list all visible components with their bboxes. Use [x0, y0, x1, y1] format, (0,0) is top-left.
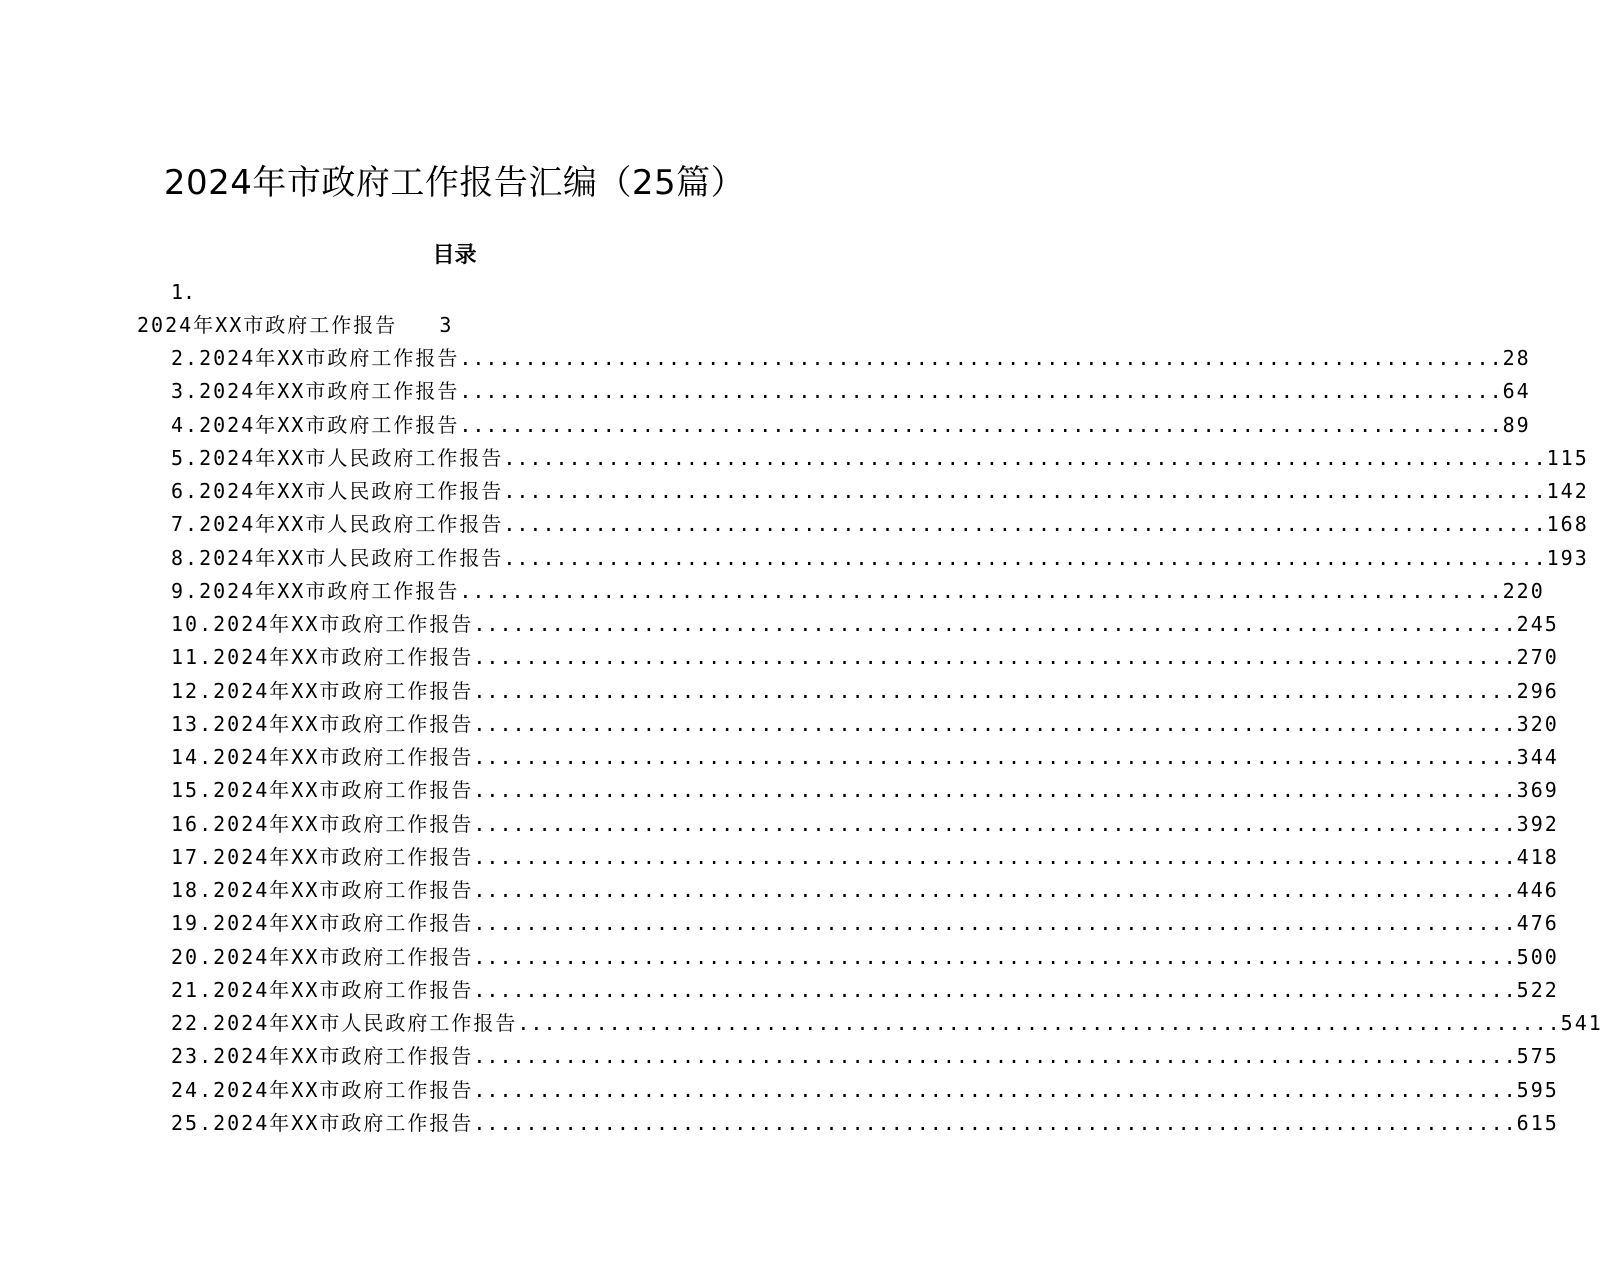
toc-entry[interactable]: [171, 708, 1559, 741]
toc-entry[interactable]: [171, 542, 1589, 575]
toc-entry[interactable]: [171, 475, 1589, 508]
toc-entry[interactable]: [171, 774, 1559, 807]
toc-entry-number: 11.: [171, 645, 214, 670]
toc-leader-dots: ................................................................................: [473, 778, 1517, 803]
toc-entry-number: 18.: [171, 878, 214, 902]
toc-entry-text: 2024年XX市政府工作报告: [213, 844, 474, 869]
toc-leader-dots: ................................................................................: [473, 645, 1517, 670]
toc-entry-number: 10.: [171, 612, 214, 636]
toc-leader-dots: ................................................................................: [517, 1011, 1561, 1035]
toc-entry[interactable]: [171, 808, 1559, 841]
toc-entry[interactable]: [171, 675, 1559, 708]
toc-entry-page: 64: [1502, 379, 1531, 404]
toc-entry-text: 2024年XX市人民政府工作报告: [199, 545, 504, 570]
toc-entry-page: 418: [1516, 844, 1559, 869]
toc-entry-page: 320: [1516, 711, 1559, 736]
toc-entry-text: 2024年XX市政府工作报告: [213, 645, 474, 670]
toc-entry[interactable]: [171, 1107, 1559, 1140]
toc-entry-page: 270: [1516, 645, 1559, 670]
toc-entry-1-text: 2024年XX市政府工作报告: [137, 313, 398, 337]
toc-entry-text: 2024年XX市人民政府工作报告: [199, 479, 504, 503]
toc-entry[interactable]: [171, 741, 1559, 774]
toc-entry-text: 2024年XX市政府工作报告: [199, 346, 460, 370]
toc-entry-text: 2024年XX市政府工作报告: [213, 944, 474, 969]
toc-entry-page: 369: [1516, 778, 1559, 803]
toc-leader-dots: ................................................................................: [473, 977, 1517, 1002]
toc-entry-number: 25.: [171, 1110, 214, 1135]
toc-entry-number: 23.: [171, 1044, 214, 1069]
toc-entry-number: 22.: [171, 1011, 214, 1035]
toc-entry[interactable]: [171, 841, 1559, 874]
toc-entry-number: 17.: [171, 844, 214, 869]
toc-entry[interactable]: [171, 874, 1559, 907]
toc-entry[interactable]: [171, 575, 1545, 608]
toc-entry-text: 2024年XX市政府工作报告: [199, 578, 460, 603]
toc-leader-dots: ................................................................................: [473, 944, 1517, 969]
toc-entry-text: 2024年XX市政府工作报告: [199, 412, 460, 437]
toc-entry-page: 500: [1516, 944, 1559, 969]
toc-entry-number: 15.: [171, 778, 214, 803]
toc-entry-text: 2024年XX市政府工作报告: [213, 977, 474, 1002]
toc-entry-number: 16.: [171, 811, 214, 836]
toc-entry-page: 89: [1502, 412, 1531, 437]
toc-entry-page: 296: [1516, 678, 1559, 703]
toc-heading: 目录: [432, 242, 477, 268]
toc-leader-dots: ................................................................................: [503, 445, 1547, 470]
toc-entry-number: 2.: [171, 346, 200, 370]
toc-entry[interactable]: [171, 1007, 1603, 1040]
toc-entry-page: 446: [1516, 878, 1559, 902]
toc-leader-dots: ................................................................................: [473, 1077, 1517, 1102]
toc-entry[interactable]: [171, 375, 1531, 408]
toc-entry-text: 2024年XX市政府工作报告: [213, 1044, 474, 1069]
toc-entry-text: 2024年XX市政府工作报告: [213, 612, 474, 636]
toc-leader-dots: ................................................................................: [459, 578, 1503, 603]
toc-leader-dots: ................................................................................: [503, 512, 1547, 537]
toc-entry-text: 2024年XX市政府工作报告: [199, 379, 460, 404]
toc-entry-number: 8.: [171, 545, 200, 570]
toc-leader-dots: ................................................................................: [503, 545, 1547, 570]
toc-entry[interactable]: [171, 1074, 1559, 1107]
toc-entry[interactable]: [171, 342, 1531, 375]
toc-entry-text: 2024年XX市人民政府工作报告: [199, 445, 504, 470]
toc-entry-text: 2024年XX市政府工作报告: [213, 1077, 474, 1102]
toc-entry-text: 2024年XX市政府工作报告: [213, 878, 474, 902]
toc-entry-page: 344: [1516, 745, 1559, 769]
toc-entry-page: 28: [1502, 346, 1531, 370]
toc-leader-dots: ................................................................................: [473, 678, 1517, 703]
toc-entry-text: 2024年XX市政府工作报告: [213, 778, 474, 803]
toc-entry-number: 5.: [171, 445, 200, 470]
toc-entry-number: 3.: [171, 379, 200, 404]
toc-entry-text: 2024年XX市政府工作报告: [213, 678, 474, 703]
toc-entry-number: 19.: [171, 911, 214, 936]
toc-entry-number: 14.: [171, 745, 214, 769]
toc-entry-page: 476: [1516, 911, 1559, 936]
toc-entry-page: 142: [1546, 479, 1589, 503]
toc-entry-page: 193: [1546, 545, 1589, 570]
toc-entry-text: 2024年XX市政府工作报告: [213, 811, 474, 836]
toc-leader-dots: ................................................................................: [503, 479, 1547, 503]
toc-entry-text: 2024年XX市政府工作报告: [213, 745, 474, 769]
toc-leader-dots: ................................................................................: [473, 1044, 1517, 1069]
toc-entry-number: 20.: [171, 944, 214, 969]
toc-leader-dots: ................................................................................: [473, 612, 1517, 636]
toc-entry-page: 522: [1516, 977, 1559, 1002]
toc-entry-text: 2024年XX市人民政府工作报告: [199, 512, 504, 537]
toc-leader-dots: ................................................................................: [473, 811, 1517, 836]
toc-leader-dots: ................................................................................: [473, 844, 1517, 869]
toc-entry-number: 21.: [171, 977, 214, 1002]
toc-entry-page: 245: [1516, 612, 1559, 636]
toc-entry-page: 392: [1516, 811, 1559, 836]
toc-entry-text: 2024年XX市政府工作报告: [213, 711, 474, 736]
toc-entry-text: 2024年XX市政府工作报告: [213, 1110, 474, 1135]
toc-entry-page: 575: [1516, 1044, 1559, 1069]
toc-entry[interactable]: [171, 508, 1589, 541]
toc-entry[interactable]: [171, 409, 1531, 442]
toc-entry-number: 4.: [171, 412, 200, 437]
toc-leader-dots: ................................................................................: [459, 379, 1503, 404]
toc-leader-dots: ................................................................................: [473, 711, 1517, 736]
toc-leader-dots: ................................................................................: [459, 346, 1503, 370]
toc-entry-page: 615: [1516, 1110, 1559, 1135]
toc-entry-1-number[interactable]: 1.: [171, 280, 196, 304]
toc-entry-page: 220: [1502, 578, 1545, 603]
toc-entry-number: 7.: [171, 512, 200, 537]
toc-entry-number: 12.: [171, 678, 214, 703]
toc-entry[interactable]: [171, 442, 1589, 475]
toc-entry-page: 541: [1560, 1011, 1603, 1035]
toc-entry[interactable]: [171, 974, 1559, 1007]
toc-entry-1[interactable]: [137, 309, 453, 342]
toc-entry-1-page: 3: [439, 313, 454, 337]
toc-leader-dots: ................................................................................: [473, 878, 1517, 902]
toc-leader-dots: ................................................................................: [459, 412, 1503, 437]
toc-leader-dots: ................................................................................: [473, 1110, 1517, 1135]
toc-entry-number: 24.: [171, 1077, 214, 1102]
toc-entry-number: 9.: [171, 578, 200, 603]
toc-entry[interactable]: [171, 941, 1559, 974]
toc-entry-page: 595: [1516, 1077, 1559, 1102]
toc-entry[interactable]: [171, 907, 1559, 940]
toc-entry[interactable]: [171, 1040, 1559, 1073]
toc-entry[interactable]: [171, 608, 1559, 641]
toc-entry[interactable]: [171, 641, 1559, 674]
toc-entry-number: 6.: [171, 479, 200, 503]
toc-leader-dots: ................................................................................: [473, 911, 1517, 936]
toc-entry-page: 115: [1546, 445, 1589, 470]
toc-entry-text: 2024年XX市政府工作报告: [213, 911, 474, 936]
document-title: 2024年市政府工作报告汇编（25篇）: [163, 163, 746, 203]
toc-entry-page: 168: [1546, 512, 1589, 537]
toc-leader-dots: ................................................................................: [473, 745, 1517, 769]
toc-entry-text: 2024年XX市人民政府工作报告: [213, 1011, 518, 1035]
toc-entry-number: 13.: [171, 711, 214, 736]
